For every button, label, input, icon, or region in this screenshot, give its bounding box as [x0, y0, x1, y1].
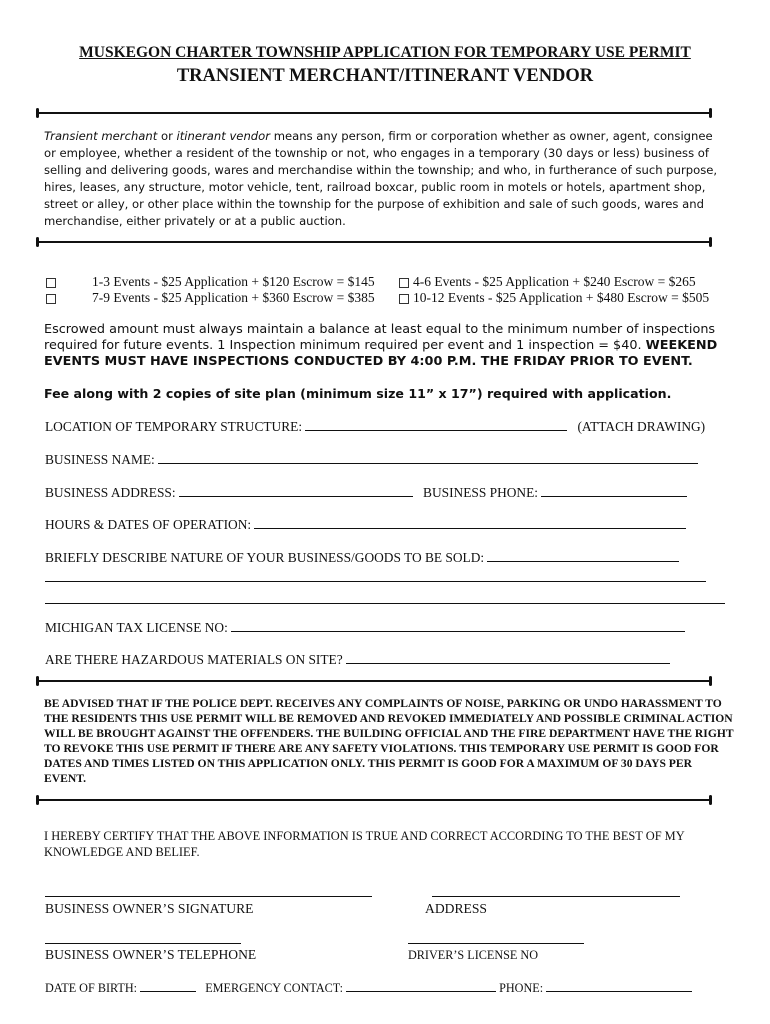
fee-note: Fee along with 2 copies of site plan (minimum size 11” x 17”) required with application. — [44, 386, 672, 401]
drivers-license-label: DRIVER’S LICENSE NO — [408, 948, 538, 962]
drivers-license-line[interactable] — [408, 943, 584, 944]
definition-paragraph — [44, 128, 724, 230]
hazardous-field: ARE THERE HAZARDOUS MATERIALS ON SITE? — [45, 651, 670, 668]
tax-license-field: MICHIGAN TAX LICENSE NO: — [45, 619, 685, 636]
divider-1 — [38, 112, 710, 114]
business-address-field: BUSINESS ADDRESS: BUSINESS PHONE: — [45, 484, 687, 501]
escrow-note: Escrowed amount must always maintain a balance at least equal to the minimum number of inspections required for future events. 1 Inspection minimum required per event and 1 inspection = $40. WEEKEND EVENTS MUST HAVE INSPECTIONS CONDUCTED BY 4:00 P.M. THE FRIDAY PRIOR TO EVENT. — [44, 322, 718, 369]
describe-business-line-2[interactable] — [45, 581, 706, 582]
emergency-contact-input[interactable] — [346, 979, 496, 992]
definition-text: means any person, firm or corporation whether as owner, agent, consignee or employee, whether a resident of the township or not, who engages in a temporary (30 days or less) business of selling and delivering goods, wares and merchandise within the township; and who, in furtherance of such purpose, hires, leases, any structure, motor vehicle, tent, railroad boxcar, public room in motels or hotels, apartment shop, street or alley, or other place within the township for the purpose of exhibition and sale of such goods, wares and merchandise, either privately or at a public auction. — [44, 129, 718, 228]
address-label: ADDRESS — [425, 901, 487, 916]
form-title: MUSKEGON CHARTER TOWNSHIP APPLICATION FOR TEMPORARY USE PERMIT — [79, 44, 691, 61]
emergency-phone-input[interactable] — [546, 979, 692, 992]
divider-3 — [38, 680, 710, 682]
term-itinerant-vendor: itinerant vendor — [176, 129, 271, 143]
hazardous-input[interactable] — [346, 651, 670, 664]
hours-field: HOURS & DATES OF OPERATION: — [45, 516, 686, 533]
owner-telephone-line[interactable] — [45, 943, 241, 944]
checkbox[interactable] — [46, 278, 56, 288]
checkbox[interactable] — [399, 294, 409, 304]
divider-2 — [38, 241, 710, 243]
attach-drawing-label: (ATTACH DRAWING) — [577, 419, 706, 434]
business-name-input[interactable] — [158, 451, 698, 464]
dob-field: DATE OF BIRTH: EMERGENCY CONTACT: PHONE: — [45, 979, 692, 996]
dob-input[interactable] — [140, 979, 196, 992]
owner-signature-label: BUSINESS OWNER’S SIGNATURE — [45, 901, 254, 916]
checkbox[interactable] — [46, 294, 56, 304]
event-option-1-3[interactable]: 1-3 Events - $25 Application + $120 Escrow = $145 — [46, 274, 375, 290]
event-option-10-12[interactable]: 10-12 Events - $25 Application + $480 Escrow = $505 — [399, 290, 709, 306]
describe-business-line-3[interactable] — [45, 603, 725, 604]
definition-or: or — [157, 129, 177, 143]
checkbox[interactable] — [399, 278, 409, 288]
business-address-input[interactable] — [179, 484, 413, 497]
tax-license-input[interactable] — [231, 619, 685, 632]
describe-business-input[interactable] — [487, 549, 679, 562]
address-line[interactable] — [432, 896, 680, 897]
term-transient-merchant: Transient merchant — [44, 129, 158, 143]
owner-telephone-label: BUSINESS OWNER’S TELEPHONE — [45, 947, 257, 962]
location-field: LOCATION OF TEMPORARY STRUCTURE: (ATTACH DRAWING) — [45, 419, 706, 434]
describe-business-field: BRIEFLY DESCRIBE NATURE OF YOUR BUSINESS/GOODS TO BE SOLD: — [45, 549, 679, 566]
business-name-field: BUSINESS NAME: — [45, 451, 698, 468]
event-option-4-6[interactable]: 4-6 Events - $25 Application + $240 Escrow = $265 — [399, 274, 696, 290]
advisory-notice: BE ADVISED THAT IF THE POLICE DEPT. RECEIVES ANY COMPLAINTS OF NOISE, PARKING OR UNDO HARASSMENT TO THE RESIDENTS THIS USE PERMIT WILL BE REMOVED AND REVOKED IMMEDIATELY AND POSSIBLE CRIMINAL ACTION WILL BE BROUGHT AGAINST THE OFFENDERS. THE BUILDING OFFICIAL AND THE FIRE DEPARTMENT HAVE THE RIGHT TO REVOKE THIS USE PERMIT IF THERE ARE ANY SAFETY VIOLATIONS. THIS TEMPORARY USE PERMIT IS GOOD FOR DATES AND TIMES LISTED ON THIS APPLICATION ONLY. THIS PERMIT IS GOOD FOR A MAXIMUM OF 30 DAYS PER EVENT. — [44, 697, 734, 785]
weekend-inspection-note: WEEKEND EVENTS MUST HAVE INSPECTIONS CONDUCTED BY 4:00 P.M. THE FRIDAY PRIOR TO EVENT. — [44, 338, 718, 369]
location-input[interactable] — [305, 418, 567, 431]
owner-signature-line[interactable] — [45, 896, 372, 897]
certification-statement: I HEREBY CERTIFY THAT THE ABOVE INFORMATION IS TRUE AND CORRECT ACCORDING TO THE BEST OF MY KNOWLEDGE AND BELIEF. — [44, 829, 685, 859]
hours-input[interactable] — [254, 516, 686, 529]
business-phone-input[interactable] — [541, 484, 687, 497]
divider-4 — [38, 799, 710, 801]
event-option-7-9[interactable]: 7-9 Events - $25 Application + $360 Escrow = $385 — [46, 290, 375, 306]
form-subtitle: TRANSIENT MERCHANT/ITINERANT VENDOR — [176, 66, 594, 86]
